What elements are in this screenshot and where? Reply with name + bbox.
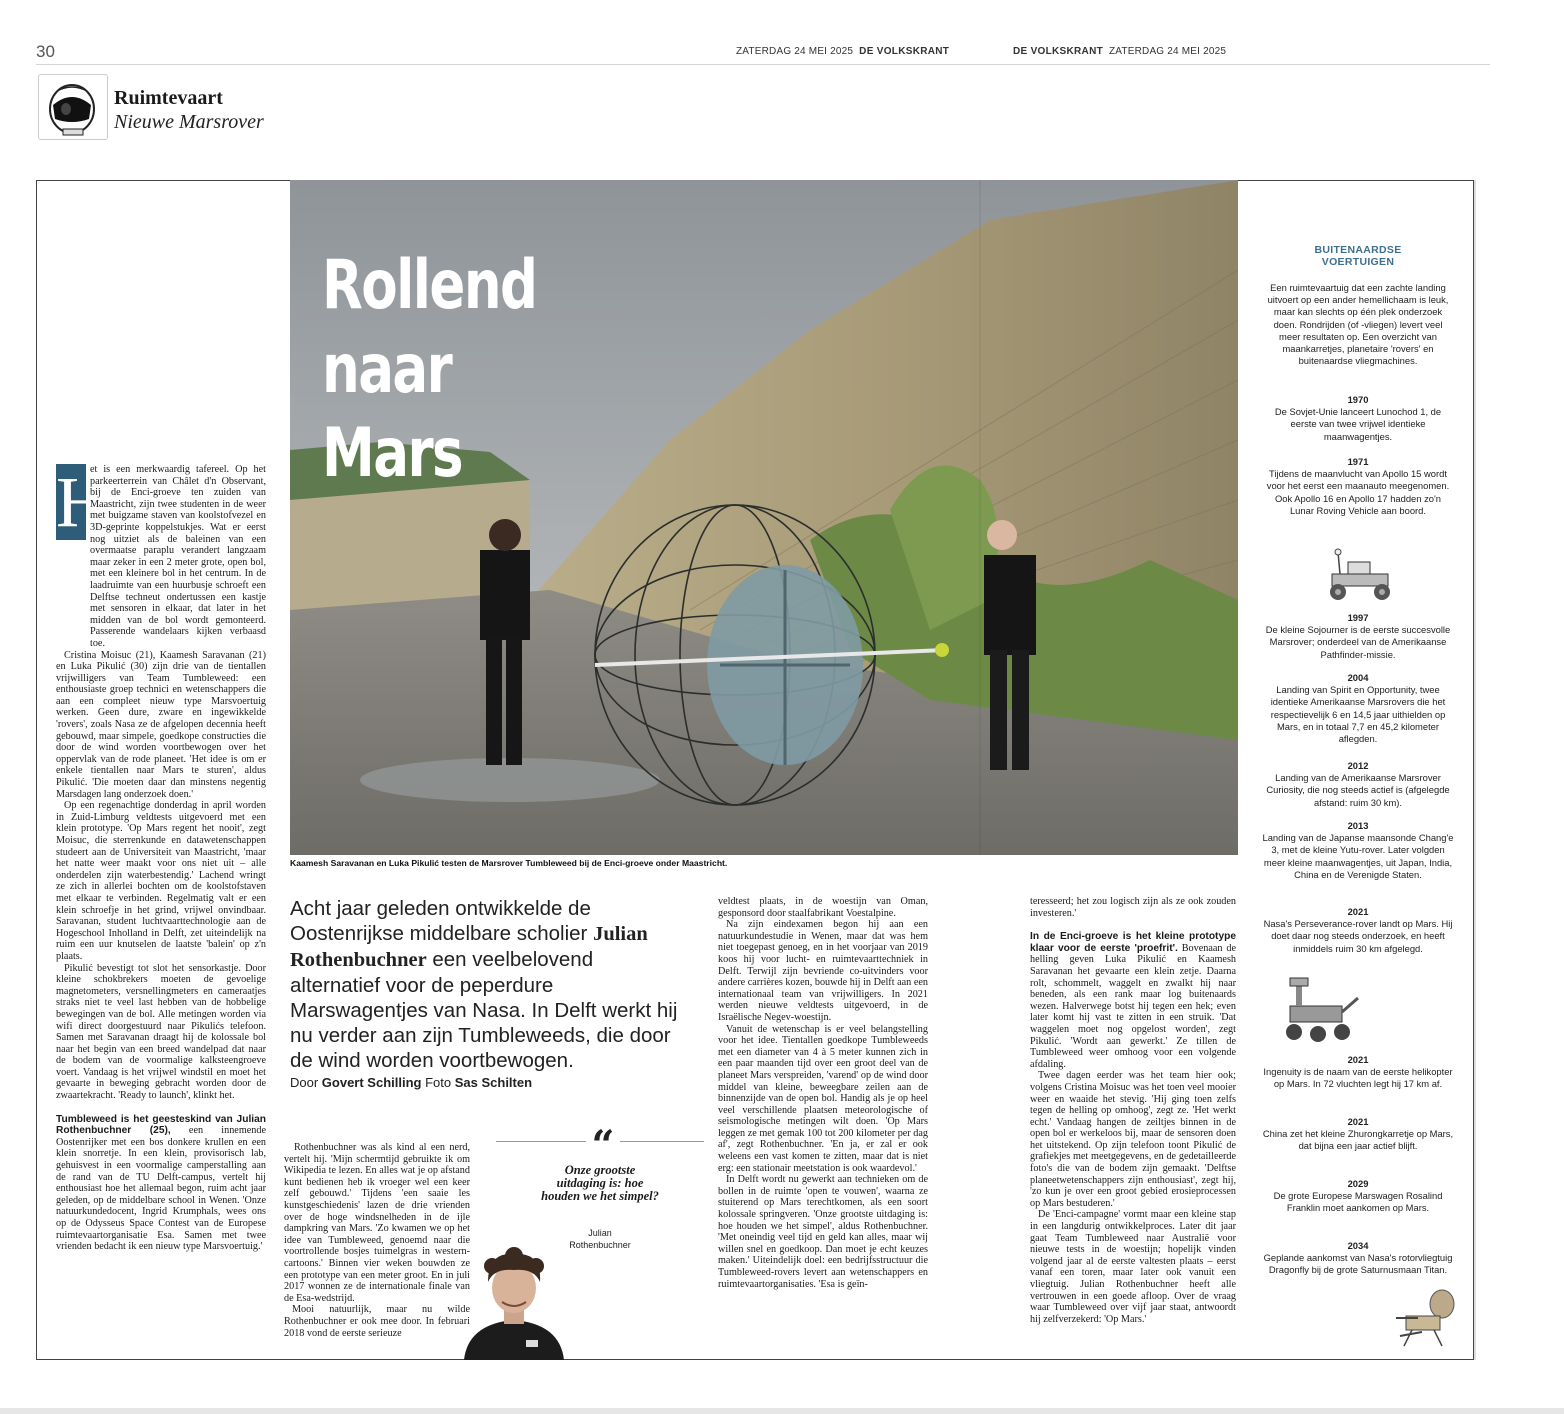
byline-photographer: Sas Schilten [454,1075,533,1090]
sidebar-entry [1262,1236,1454,1277]
col2-p2: Mooi natuurlijk, maar nu wilde Rothenbuchner er ook mee door. In februari 2018 vond de eerste serieuze [284,1304,470,1339]
sidebar-title-line-2: VOERTUIGEN [1321,256,1395,268]
col1-p5 [56,1114,266,1253]
col3-p3: Vanuit de wetenschap is er veel belangstelling voor het idee. Tientallen goedkope Tumbleweeds met een diameter van 4 à 5 meter kunnen zich in een paar maanden tijd over een groot deel van de planeet Mars verspreiden, 'varend' op de wind door middel van kleine, beweegbare zeilen aan de binnenzijde van de open bol. Handig als je op heel veel verschillende plaatsen meteorologische of seismologische metingen wilt doen. 'Op Mars leggen ze met gemak 100 tot 200 kilometer per dag af', zegt Rothenbuchner. 'En ja, er zal er ook weleens een vast komen te zitten, maar dat is niet erg: een stationair meetstation is ook waardevol.' [718,1023,928,1174]
quote-mark-icon: “ [586,1126,620,1150]
pullquote-author-line-1: Julian [588,1228,612,1238]
headline-line-2: Mars [322,414,463,493]
sidebar-entry-year: 2021 [1347,906,1369,917]
col4-p3: Twee dagen eerder was het team hier ook; volgens Cristina Moisuc was het toen veel mooier weer en waaide het stevig. 'Hij ging toen zelfs tegen de helling op omhoog', zegt ze. 'Het werkt echt.' Vandaag hangen de zeiltjes binnen in de open bol er werkeloos bij, maar de sensoren doen het uitstekend. Op zijn telefoon toont Pikulić de grafiekjes met meetgegevens, en de gedetailleerde foto's die van de bodem zijn gemaakt. 'Delftse planeetwetenschappers zijn enthousiast', zegt hij, 'zo kun je over een groot gebied erosieprocessen op Mars bestuderen.' [1030,1070,1236,1209]
col3-p1: veldtest plaats, in de woestijn van Oman, gesponsord door staalfabrikant Voestalpine. [718,896,928,919]
col4-p2 [1030,931,1236,1070]
byline-door: Door [290,1075,322,1090]
sidebar-entry [1262,1112,1454,1153]
col1-p2: Cristina Moisuc (21), Kaamesh Saravanan (21) en Luka Pikulić (30) zijn drie van de tientallen vrijwilligers van Team Tumbleweed: een enthousiaste groep technici en wetenschappers die aan een compleet nieuw type Marsvoertuig werken. Geen dure, zware en ingewikkelde 'rovers', zoals Nasa ze de afgelopen decennia heeft gebouwd, maar simpele, goedkope constructies die door de wind worden voortbewogen over het oppervlak van de rode planeet. 'Het idee is om er enkele tientallen naar Mars te sturen', aldus Pikulić. 'Die moeten daar dan minstens negentig Marsdagen lang onderzoek doen.' [56,649,266,800]
sidebar-title [1262,244,1454,268]
byline [290,1075,532,1090]
col1-p4: Pikulić bevestigt tot slot het sensorkastje. Door kleine schokbrekers moeten de gevoelige magnetometers, versnellingmeters en cameraatjes straks niet te veel last hebben van de hobbelige bewegingen van de bol. Alle metingen worden via wifi direct doorgestuurd naar Pikulićs telefoon. Samen met Saravanan draagt hij de kolossale bol naar het begin van een breed wandelpad dat naar de bodem van de voormalige kalksteengroeve voert. Vandaag is het vrijwel windstil en moet het gevaarte in beweging gebracht worden door de zwaartekracht. 'Ready to launch', klinkt het. [56,962,266,1102]
sidebar-title-line-1: BUITENAARDSE [1314,244,1402,256]
sidebar-entry [1262,1050,1454,1091]
col4-p4: De 'Enci-campagne' vormt maar een kleine stap in een langdurig ontwikkelproces. Later dit jaar gaat Team Tumbleweed naar Australië voor nieuwe tests in de woestijn; hopelijk vinden volgend jaar al de eerste valtesten plaats – eerst vanaf een toren, maar later ook vanuit een vliegtuig. Julian Rothenbuchner heeft alle vertrouwen in een goede afloop. Over de vraag waar Tumbleweed over vijf jaar staat, antwoordt hij zelfverzekerd: 'Op Mars.' [1030,1209,1236,1325]
sidebar-entry-year: 2021 [1347,1054,1369,1065]
folio-left-paper: DE VOLKSKRANT [859,46,950,57]
sidebar-entry-year: 2034 [1347,1240,1369,1251]
dropcap: H [56,462,108,542]
column-4 [1030,896,1236,1325]
column-2 [284,1142,470,1339]
dragonfly-drone-icon [1392,1288,1458,1350]
photo-caption: Kaamesh Saravanan en Luka Pikulić testen de Marsrover Tumbleweed bij de Enci-groeve onder Maastricht. [290,858,728,868]
lunar-rover-icon [1318,548,1402,604]
top-rule [36,64,1490,65]
sidebar-entry-text: De Sovjet-Unie lanceert Lunochod 1, de eerste van twee vrijwel identieke maanwagentjes. [1274,406,1442,442]
sidebar-entry [1262,816,1454,881]
col3-p2: Na zijn eindexamen begon hij aan een natuurkundestudie in Wenen, maar dat was hem niet toegepast genoeg, en in het voorjaar van 2019 koos hij voor lucht- en ruimtevaarttechniek in Delft. Terwijl zijn bevriende co-uitvinders voor andere carrières kozen, bouwde hij in Delft aan een internationaal team van vrijwilligers. In 2021 werden nieuwe veldtests uitgevoerd, in de Israëlische Negev-woestijn. [718,919,928,1023]
intro-part-2: een veelbelovend alternatief voor de peperdure Marswagentjes van Nasa. In Delft werkt hij nu verder aan zijn Tumbleweeds, die door de wind worden voortbewogen. [290,948,678,1072]
sidebar-entry-year: 1997 [1347,612,1369,623]
col3-p4: In Delft wordt nu gewerkt aan technieken om de bollen in de ruimte 'open te vouwen', waarna ze stuiterend op Mars terechtkomen, als een soort kolossale springveren. 'Onze grootste uitdaging is: hoe houden we het simpel', aldus Rothenbuchner. 'Met oneindig veel tijd en geld kan alles, maar wij willen snel en goedkoop. Dan moet je echt keuzes maken.' Uiteindelijk doel: een bedrijfsstructuur die Tumbleweed-rovers levert aan wetenschappers en ruimtevaartorganisaties. 'Esa is geïn- [718,1174,928,1290]
byline-foto: Foto [421,1075,455,1090]
curiosity-rover-icon [1278,976,1362,1046]
folio-right-paper: DE VOLKSKRANT [1013,46,1104,57]
col4-p2-body: Bovenaan de helling geven Luka Pikulić en Kaamesh Saravanan het gevaarte een klein zetje. Daarna rolt, schommelt, waggelt en zwalkt hij naar beneden, als een rank maar log buitenaards wezen. Halverwege botst hij tegen een hek; even later komt hij vast te zitten in een struik. 'Dat waggelen moet nog opgelost worden', zegt Pikulić. 'Wordt aan gewerkt.' Ze tillen de Tumbleweed weer omhoog voor een volgende afdaling. [1030,942,1236,1070]
col1-p3: Op een regenachtige donderdag in april worden in Zuid-Limburg veldtests uitgevoerd met een klein prototype. 'Op Mars regent het nooit', zegt Moisuc, die sterrenkunde en datawetenschappen studeert aan de Universiteit van Maastricht, 'maar het natte weer maakt voor ons niet uit – alle onderdelen zijn waterbestendig.' Lachend wringt ze zich in allerlei bochten om de koolstofstaven met elkaar te verbinden. Regelmatig valt er een klein schroefje in het grind, vrijwel onvindbaar. Saravanan, student luchtvaarttechnologie aan de Hogeschool Inholland in Delft, zet uiteindelijk na ruim een uur knutselen de laatste 'balein' op z'n plaats. [56,800,266,962]
col4-p2-lead: In de Enci-groeve is het kleine prototype klaar voor de eerste 'proefrit'. [1030,931,1236,954]
pullquote-author-line-2: Rothenbuchner [569,1239,631,1250]
section-subtitle: Nieuwe Marsrover [114,111,264,133]
col1-p1: et is een merkwaardig tafereel. Op het parkeerterrein van Châlet d'n Observant, bij de Enci-groeve ten zuiden van Maastricht, zijn twee studenten in de weer met buigzame staven van koolstofvezel en 3D-geprinte koppelstukjes. Wat er eerst nog uitziet als de baleinen van een overmaatse paraplu verandert langzaam maar zeker in een 2 meter grote, open bol, met een kleinere bol in het centrum. In de laadruimte van een huurbusje schroeft een Delftse techneut ondertussen een kastje met sensoren in elkaar, dat later in het midden van de bol wordt gemonteerd. Passerende wandelaars kijken verbaasd toe. [90,464,266,649]
col1-p5-lead: Tumbleweed is het geesteskind van Julian Rothenbuchner (25), [56,1113,266,1137]
sidebar-entry-text: Geplande aankomst van Nasa's rotorvliegtuig Dragonfly bij de grote Saturnusmaan Titan. [1263,1252,1453,1276]
sidebar-entry [1262,668,1454,745]
headline-line-1: Rollend naar [322,246,537,409]
sidebar-entry-text: De kleine Sojourner is de eerste succesvolle Marsrover; onderdeel van de Amerikaanse Pathfinder-missie. [1265,624,1451,660]
intro-name: Julian Rothenbuchner [290,923,648,971]
sidebar-entry [1262,390,1454,443]
headline [322,244,650,496]
sidebar-entry-year: 1971 [1347,456,1369,467]
sidebar-intro: Een ruimtevaartuig dat een zachte landing uitvoert op een ander hemellichaam is leuk, maar kan slechts op één plek onderzoek doen. Rondrijden (of -vliegen) levert veel meer resultaten op. Een overzicht van maankarretjes, planetaire 'rovers' en buitenaardse vliegmachines. [1267,282,1449,367]
byline-author: Govert Schilling [321,1075,422,1090]
sidebar-entry [1262,452,1454,517]
sidebar-entry-year: 2013 [1347,820,1369,831]
sidebar-entry-text: China zet het kleine Zhurongkarretje op Mars, dat bijna een jaar actief blijft. [1262,1128,1454,1152]
intro-part-1: Acht jaar geleden ontwikkelde de Oostenrijkse middelbare scholier [290,897,594,945]
sidebar-entry-text: Tijdens de maanvlucht van Apollo 15 wordt voor het eerst een maanauto meegenomen. Ook Apollo 16 en Apollo 17 hadden zo'n Lunar Roving Vehicle aan boord. [1266,468,1450,516]
sidebar-entry-text: Landing van de Amerikaanse Marsrover Curiosity, die nog steeds actief is (afgelegde afstand: ruim 30 km). [1266,772,1450,808]
col4-p1: teresseerd; het zou logisch zijn als ze ook zouden investeren.' [1030,896,1236,919]
sidebar-entry [1262,902,1454,955]
intro [290,896,680,1073]
sidebar-entry-year: 2004 [1347,672,1369,683]
sidebar-entry-year: 2021 [1347,1116,1369,1127]
folio-left [736,46,949,57]
pullquote-text: Onze grootste uitdaging is: hoe houden we het simpel? [541,1163,659,1203]
sidebar-entry-text: Ingenuity is de naam van de eerste helikopter op Mars. In 72 vluchten legt hij 17 km af. [1263,1066,1453,1090]
folio-left-date: ZATERDAG 24 MEI 2025 [736,46,854,57]
sidebar-entry-year: 2012 [1347,760,1369,771]
folio-right [1013,46,1226,57]
sidebar-entry-year: 2029 [1347,1178,1369,1189]
col2-p1: Rothenbuchner was als kind al een nerd, vertelt hij. 'Mijn schermtijd gebruikte ik om Wikipedia te lezen. En alles wat je op afstand kunt bedienen heb ik vroeger wel een keer zelf gebouwd.' Tijdens 'een saaie les kunstgeschiedenis' lazen de drie vrienden over de hoge windsnelheden in de ijle dampkring van Mars. 'Zo kwamen we op het idee van Tumbleweed, genoemd naar die voortrollende bosjes tuimelgras in western-cartoons.' Binnen vier weken bouwden ze een prototype van een meter groot. En in juli 2017 wonnen ze de internationale finale van de Esa-wedstrijd. [284,1142,470,1304]
sidebar-entry-text: Landing van de Japanse maansonde Chang'e 3, met de kleine Yutu-rover. Later volgden meer kleine maanwagentjes, uit Japan, India, China en de Verenigde Staten. [1262,832,1454,880]
page-edge [1474,180,1476,1360]
sidebar-entry [1262,1174,1454,1215]
bottom-rule [0,1408,1564,1414]
column-1 [56,464,266,1253]
sidebar-entry-text: Nasa's Perseverance-rover landt op Mars. Hij doet daar nog steeds onderzoek, en heeft inmiddels ruim 30 km afgelegd. [1263,918,1453,954]
section-title: Ruimtevaart [114,87,223,109]
portrait-photo [454,1246,574,1360]
sidebar-entry-text: Landing van Spirit en Opportunity, twee identieke Amerikaanse Marsrovers die het respectievelijk 6 en 14,5 jaar uithielden op Mars, en in totaal 7,7 en 45,2 kilometer aflegden. [1270,684,1446,745]
sidebar-entry-text: De grote Europese Marswagen Rosalind Franklin moet aankomen op Mars. [1273,1190,1443,1214]
sidebar-entry [1262,608,1454,661]
sidebar-entry [1262,756,1454,809]
col1-p5-body: een innemende Oostenrijker met een bos donkere krullen en een klein snorretje. In een klein, provisorisch lab, gehuisvest in een voormalige camperstalling aan de rand van de TU Delft-campus, vertelt hij enthousiast hoe het allemaal begon, ruim acht jaar geleden, op de middelbare school in Wenen. 'Onze natuurkundedocent, Ingrid Krumphals, wees ons op de Odysseus Space Contest van de Europese ruimtevaartorganisatie Esa. Samen met twee vrienden bedacht ik een nieuw type Marsvoertuig.' [56,1125,266,1253]
page-number: 30 [36,42,55,61]
column-3 [718,896,928,1290]
folio-right-date: ZATERDAG 24 MEI 2025 [1108,46,1227,57]
astronaut-helmet-icon [38,74,108,140]
sidebar-entry-year: 1970 [1347,394,1369,405]
